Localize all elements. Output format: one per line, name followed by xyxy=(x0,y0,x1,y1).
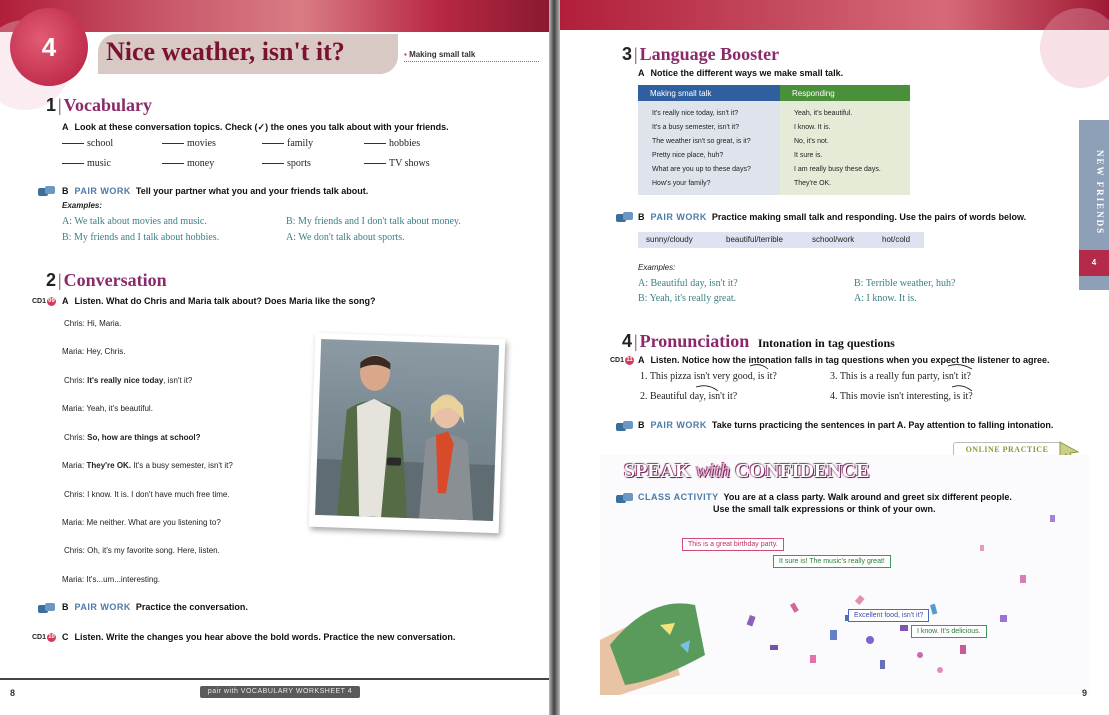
dialog-line: Chris: So, how are things at school? xyxy=(64,433,201,442)
speak-activity: CLASS ACTIVITY You are at a class party. Walk around and greet six different people. xyxy=(638,492,1012,502)
dialog-line: Maria: They're OK. It's a busy semester, isn't it? xyxy=(62,461,233,470)
example-line: B: Yeah, it's really great. xyxy=(638,293,737,304)
worksheet-link[interactable]: pair with VOCABULARY WORKSHEET 4 xyxy=(200,686,360,698)
section-3-part-a: A Notice the different ways we make small talk. xyxy=(638,68,844,78)
word-pair: school/work xyxy=(812,235,855,244)
section-2-part-b: B PAIR WORK Practice the conversation. xyxy=(62,602,248,612)
section-1-heading: 1 | Vocabulary xyxy=(46,95,152,115)
word-pair: sunny/cloudy xyxy=(646,235,693,244)
online-practice-button[interactable]: ONLINE PRACTICE xyxy=(953,442,1061,458)
section-2-part-a: A Listen. What do Chris and Maria talk about? Does Maria like the song? xyxy=(62,296,376,306)
class-activity-icon xyxy=(616,493,634,503)
pronunciation-sentence: 2. Beautiful day, isn't it? xyxy=(640,391,738,402)
speech-bubble: It sure is! The music's really great! xyxy=(773,555,891,568)
table-cell: Pretty nice place, huh? xyxy=(652,152,724,159)
table-cell: How's your family? xyxy=(652,180,711,187)
conversation-photo xyxy=(309,333,506,534)
topic-sports[interactable]: sports xyxy=(262,158,311,169)
table-header-making: Making small talk xyxy=(638,85,780,101)
table-cell: It's a busy semester, isn't it? xyxy=(652,124,740,131)
table-cell: I am really busy these days. xyxy=(794,166,881,173)
section-3-heading: 3 | Language Booster xyxy=(622,44,780,64)
examples-label: Examples: xyxy=(62,201,103,210)
examples-label: Examples: xyxy=(638,263,676,272)
section-1-part-a: A Look at these conversation topics. Check (✓) the ones you talk about with your friends. xyxy=(62,122,449,132)
cd-track-10[interactable]: CD1 10 xyxy=(32,634,55,641)
speech-bubble: I know. It's delicious. xyxy=(911,625,987,638)
pair-work-icon xyxy=(38,186,56,196)
example-line: B: Terrible weather, huh? xyxy=(854,278,956,289)
example-line: B: My friends and I don't talk about money. xyxy=(286,216,461,227)
right-page xyxy=(560,0,1109,715)
chapter-side-tab-number: 4 xyxy=(1079,250,1109,276)
pronunciation-sentence: 3. This is a really fun party, isn't it? xyxy=(830,371,971,382)
table-header-responding: Responding xyxy=(780,85,910,101)
speech-bubble: This is a great birthday party. xyxy=(682,538,784,551)
dialog-line: Maria: Me neither. What are you listening to? xyxy=(62,518,221,527)
dialog-line: Chris: I know. It is. I don't have much free time. xyxy=(64,490,230,499)
unit-number: 4 xyxy=(10,8,88,86)
dialog-line: Maria: Yeah, it's beautiful. xyxy=(62,404,153,413)
section-1-part-b: B PAIR WORK Tell your partner what you and your friends talk about. xyxy=(62,186,369,196)
table-cell: What are you up to these days? xyxy=(652,166,751,173)
topic-school[interactable]: school xyxy=(62,138,113,149)
pronunciation-sentence: 1. This pizza isn't very good, is it? xyxy=(640,371,777,382)
party-illustration-bg xyxy=(600,455,1090,695)
cd-track-11[interactable]: CD1 11 xyxy=(610,357,633,364)
dialog-line: Maria: Hey, Chris. xyxy=(62,347,126,356)
topic-hobbies[interactable]: hobbies xyxy=(364,138,420,149)
example-line: A: I know. It is. xyxy=(854,293,917,304)
table-cell: It sure is. xyxy=(794,152,823,159)
example-line: B: My friends and I talk about hobbies. xyxy=(62,232,220,243)
chapter-side-tab-label: NEW FRIENDS xyxy=(1095,150,1105,236)
dialog-line: Chris: Hi, Maria. xyxy=(64,319,122,328)
table-cell: It's really nice today, isn't it? xyxy=(652,110,739,117)
section-4-part-a: A Listen. Notice how the intonation falls in tag questions when you expect the listener to agree. xyxy=(638,355,1050,365)
section-4-subtitle: Intonation in tag questions xyxy=(757,336,895,350)
page-number-left: 8 xyxy=(10,688,16,698)
unit-title-banner xyxy=(98,34,398,74)
section-3-part-b: B PAIR WORK Practice making small talk and responding. Use the pairs of words below. xyxy=(638,212,1027,222)
people-illustration xyxy=(315,339,499,521)
topic-movies[interactable]: movies xyxy=(162,138,216,149)
topic-family[interactable]: family xyxy=(262,138,313,149)
speech-bubble: Excellent food, isn't it? xyxy=(848,609,929,622)
pair-work-icon xyxy=(616,421,634,431)
cd-track-09[interactable]: CD1 09 xyxy=(32,298,55,305)
unit-topic: ▪ Making small talk xyxy=(404,50,539,62)
dialog-line: Maria: It's...um...interesting. xyxy=(62,575,161,584)
section-2-heading: 2 | Conversation xyxy=(46,270,167,290)
table-cell: They're OK. xyxy=(794,180,832,187)
section-2-part-c: C Listen. Write the changes you hear above the bold words. Practice the new conversation. xyxy=(62,632,456,642)
confetti-illustration xyxy=(600,455,1090,695)
pronunciation-sentence: 4. This movie isn't interesting, is it? xyxy=(830,391,973,402)
page-number-right: 9 xyxy=(1082,688,1088,698)
book-gutter xyxy=(549,0,560,715)
intonation-arrows xyxy=(560,0,1109,420)
word-pair: hot/cold xyxy=(882,235,911,244)
table-cell: No, it's not. xyxy=(794,138,829,145)
topic-money[interactable]: money xyxy=(162,158,214,169)
unit-title: Nice weather, isn't it? xyxy=(106,37,345,66)
dialog-line: Chris: It's really nice today, isn't it? xyxy=(64,376,193,385)
dialog-line: Chris: Oh, it's my favorite song. Here, listen. xyxy=(64,546,220,555)
word-pair: beautiful/terrible xyxy=(726,235,783,244)
table-cell: Yeah, it's beautiful. xyxy=(794,110,853,117)
section-4-part-b: B PAIR WORK Take turns practicing the sentences in part A. Pay attention to falling intonation. xyxy=(638,420,1054,430)
speak-activity-line-2: Use the small talk expressions or think of your own. xyxy=(713,504,936,514)
table-cell: I know. It is. xyxy=(794,124,831,131)
speak-with-confidence-title: SPEAK with CONFIDENCE xyxy=(624,460,870,482)
example-line: A: Beautiful day, isn't it? xyxy=(638,278,738,289)
pair-work-icon xyxy=(38,603,56,613)
topic-tv-shows[interactable]: TV shows xyxy=(364,158,430,169)
example-line: A: We talk about movies and music. xyxy=(62,216,207,227)
left-page xyxy=(0,0,549,715)
example-line: A: We don't talk about sports. xyxy=(286,232,405,243)
table-cell: The weather isn't so great, is it? xyxy=(652,138,751,145)
section-4-heading: 4 | Pronunciation Intonation in tag questions xyxy=(622,331,895,351)
footer-rule xyxy=(0,678,549,680)
topic-music[interactable]: music xyxy=(62,158,111,169)
